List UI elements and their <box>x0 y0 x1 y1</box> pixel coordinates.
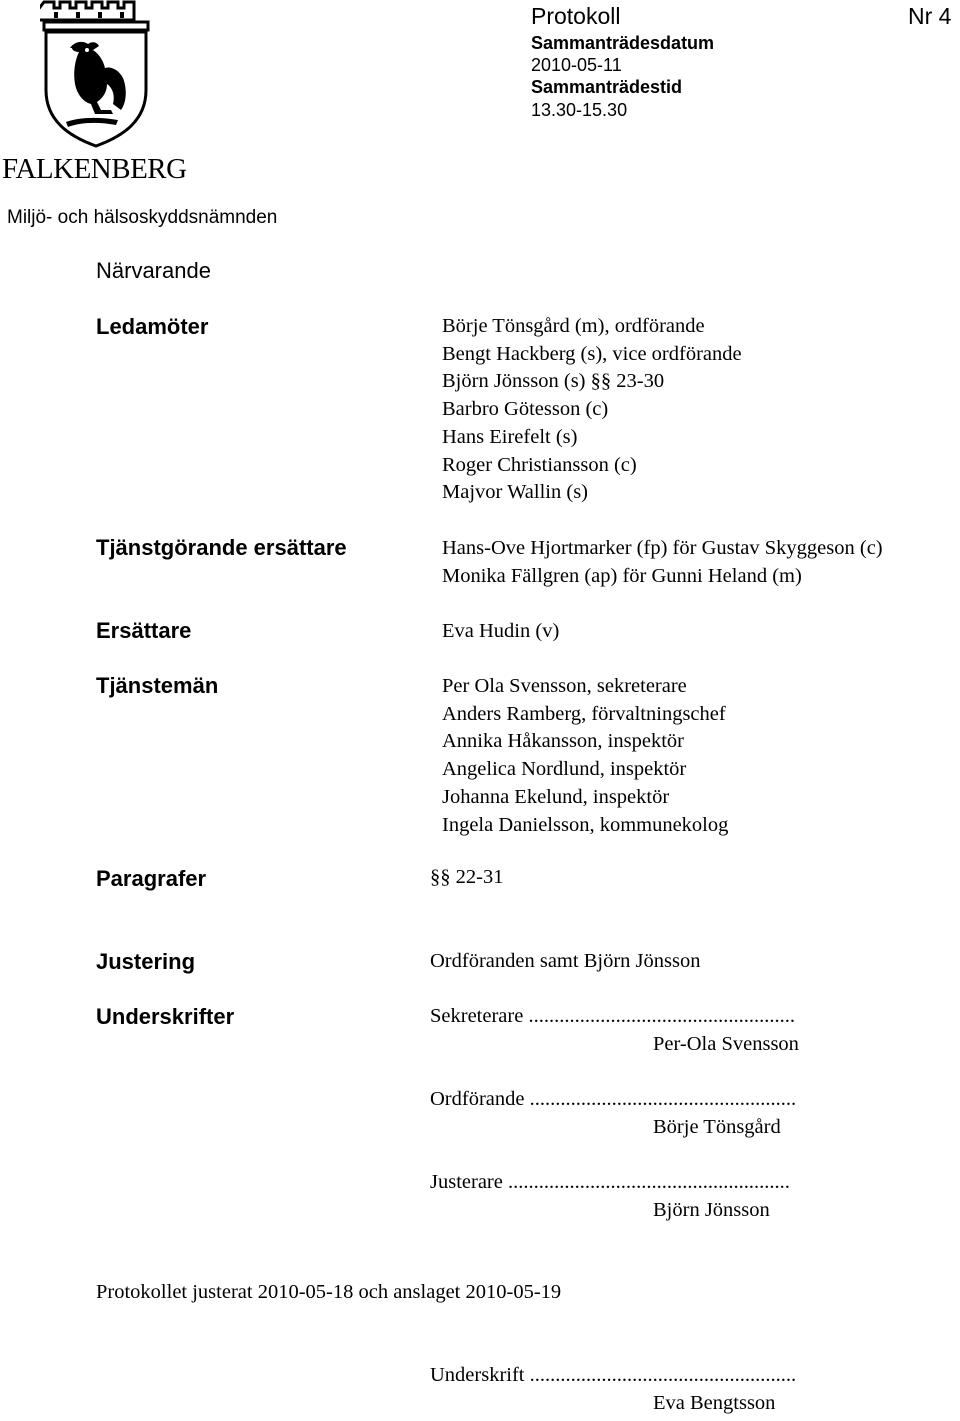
paragraphs-value: §§ 22-31 <box>430 866 504 888</box>
attendance-heading: Närvarande <box>96 258 211 283</box>
signature-dots: .................................................... <box>529 1364 797 1386</box>
members-list <box>442 313 742 507</box>
posting-statement: Protokollet justerat 2010-05-18 och anslaget 2010-05-19 <box>96 1281 562 1303</box>
members-label: Ledamöter <box>96 314 209 339</box>
footer-signature-line <box>430 1364 796 1387</box>
meeting-date-value: 2010-05-11 <box>531 55 622 75</box>
adjuster-signature-line <box>430 1171 790 1194</box>
list-item: Anders Ramberg, förvaltningschef <box>442 702 726 725</box>
document-title: Protokoll <box>531 3 621 29</box>
adjuster-role: Justerare <box>430 1171 503 1193</box>
adjustment-value: Ordföranden samt Björn Jönsson <box>430 950 701 972</box>
list-item: Majvor Wallin (s) <box>442 481 589 504</box>
list-item: Monika Fällgren (ap) för Gunni Heland (m) <box>442 564 802 587</box>
list-item: Björn Jönsson (s) §§ 23-30 <box>442 370 665 393</box>
meeting-time-value: 13.30-15.30 <box>531 100 628 120</box>
signature-dots: .................................................... <box>528 1005 795 1027</box>
secretary-name: Per-Ola Svensson <box>653 1033 799 1055</box>
list-item: Angelica Nordlund, inspektör <box>442 758 687 781</box>
paragraphs-label: Paragrafer <box>96 866 207 891</box>
list-item: Barbro Götesson (c) <box>442 398 609 421</box>
board-name: Miljö- och hälsoskyddsnämnden <box>7 207 278 228</box>
secretary-role: Sekreterare <box>430 1005 524 1027</box>
falcon-crest-icon <box>40 0 152 148</box>
list-item: Hans-Ove Hjortmarker (fp) för Gustav Skyggeson (c) <box>442 537 883 559</box>
list-item: Eva Hudin (v) <box>442 620 560 642</box>
meeting-time-label: Sammanträdestid <box>531 77 683 97</box>
list-item: Per Ola Svensson, sekreterare <box>442 675 687 697</box>
list-item: Annika Håkansson, inspektör <box>442 730 684 753</box>
signatures-label: Underskrifter <box>96 1004 235 1029</box>
serving-substitutes-label: Tjänstgörande ersättare <box>96 535 347 560</box>
list-item: Börje Tönsgård (m), ordförande <box>442 315 705 337</box>
meeting-date-label: Sammanträdesdatum <box>531 33 715 53</box>
substitutes-label: Ersättare <box>96 618 192 643</box>
officials-list <box>442 673 728 839</box>
officials-label: Tjänstemän <box>96 673 219 698</box>
list-item: Ingela Danielsson, kommunekolog <box>442 813 729 836</box>
chair-name: Börje Tönsgård <box>653 1116 781 1138</box>
secretary-signature-line <box>430 1005 795 1028</box>
adjuster-name: Björn Jönsson <box>653 1199 770 1221</box>
list-item: Roger Christiansson (c) <box>442 453 637 476</box>
list-item: Hans Eirefelt (s) <box>442 425 578 448</box>
municipality-name: FALKENBERG <box>2 153 187 185</box>
signature-dots: .................................................... <box>529 1088 797 1110</box>
chair-signature-line <box>430 1088 796 1111</box>
adjustment-label: Justering <box>96 949 196 974</box>
footer-signature-name: Eva Bengtsson <box>653 1392 776 1414</box>
document-number: Nr 4 <box>908 3 952 29</box>
substitutes-list <box>442 618 559 646</box>
signature-dots: ....................................................... <box>507 1171 790 1193</box>
serving-substitutes-list <box>442 535 883 590</box>
chair-role: Ordförande <box>430 1088 525 1110</box>
footer-signature-role: Underskrift <box>430 1364 525 1386</box>
list-item: Bengt Hackberg (s), vice ordförande <box>442 342 742 365</box>
list-item: Johanna Ekelund, inspektör <box>442 785 670 808</box>
